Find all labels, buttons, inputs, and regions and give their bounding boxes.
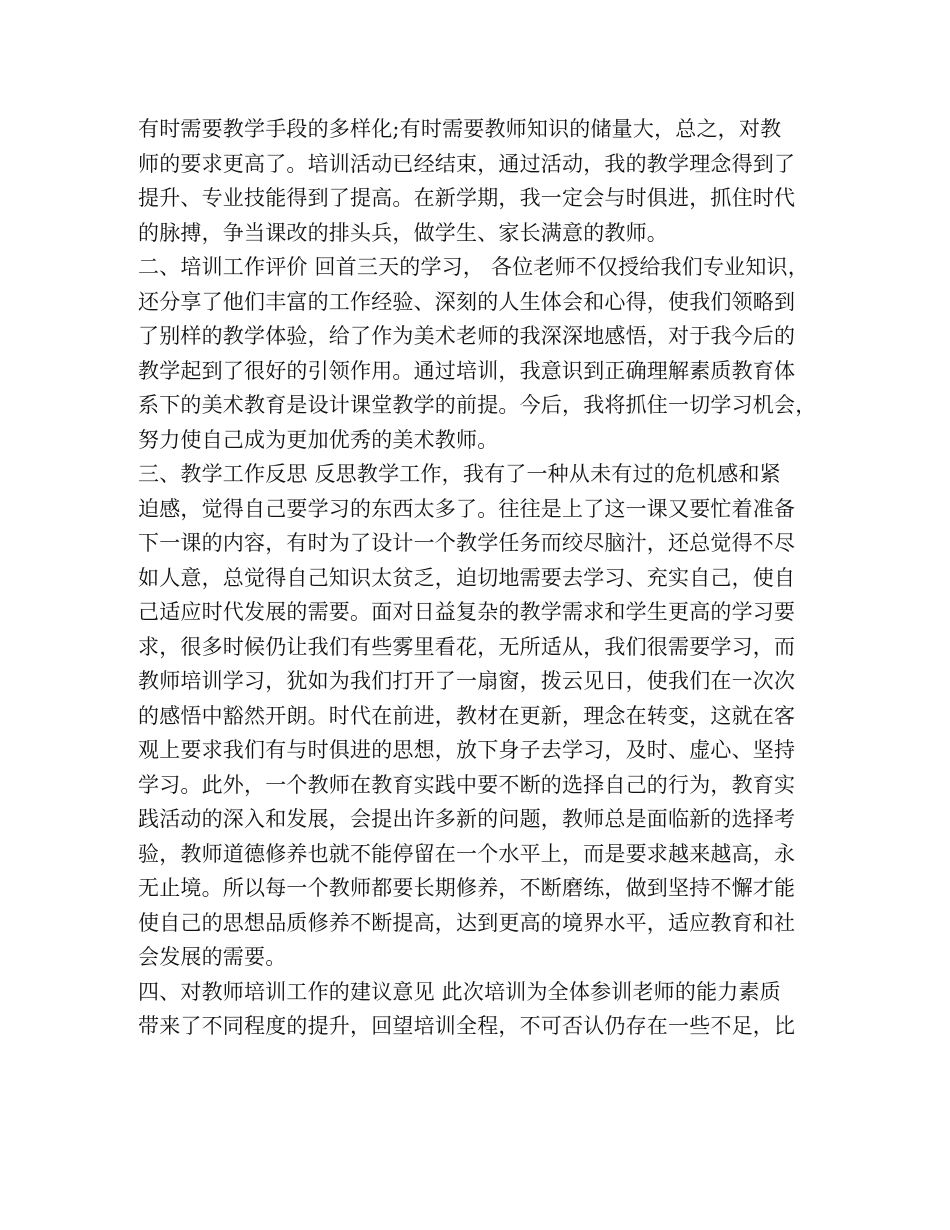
text-line: 迫感，觉得自己要学习的东西太多了。往往是上了这一课又要忙着准备 <box>138 496 796 521</box>
text-line: 会发展的需要。 <box>138 945 287 969</box>
text-line: 验，教师道德修养也就不能停留在一个水平上，而是要求越来越高，永 <box>138 841 796 866</box>
text-line: 还分享了他们丰富的工作经验、深刻的人生体会和心得，使我们领略到 <box>138 289 796 314</box>
document-body <box>138 112 818 1044</box>
text-line: 有时需要教学手段的多样化;有时需要教师知识的储量大，总之，对教 <box>138 117 782 141</box>
text-line: 的脉搏，争当课改的排头兵，做学生、家长满意的教师。 <box>138 220 668 245</box>
text-line: 如人意，总觉得自己知识太贫乏，迫切地需要去学习、充实自己，使自 <box>138 565 796 590</box>
text-line: 无止境。所以每一个教师都要长期修养，不断磨练，做到坚持不懈才能 <box>138 876 796 900</box>
text-line: 师的要求更高了。培训活动已经结束，通过活动，我的教学理念得到了 <box>138 151 796 176</box>
section-heading-line: 四、对教师培训工作的建议意见 此次培训为全体参训老师的能力素质 <box>138 979 781 1004</box>
text-line: 学习。此外，一个教师在教育实践中要不断的选择自己的行为，教育实 <box>138 772 796 797</box>
text-line: 己适应时代发展的需要。面对日益复杂的教学需求和学生更高的学习要 <box>138 600 796 624</box>
text-line: 观上要求我们有与时俱进的思想，放下身子去学习，及时、虚心、坚持 <box>138 738 796 762</box>
text-line: 下一课的内容，有时为了设计一个教学任务而绞尽脑汁，还总觉得不尽 <box>138 531 796 555</box>
text-line: 教师培训学习，犹如为我们打开了一扇窗，拨云见日，使我们在一次次 <box>138 669 796 693</box>
text-line: 提升、专业技能得到了提高。在新学期，我一定会与时俱进，抓住时代 <box>138 186 796 210</box>
section-heading-line: 二、培训工作评价 回首三天的学习， 各位老师不仅授给我们专业知识， <box>138 255 809 279</box>
text-line: 使自己的思想品质修养不断提高，达到更高的境界水平，适应教育和社 <box>138 910 796 935</box>
text-line: 求，很多时候仍让我们有些雾里看花，无所适从，我们很需要学习，而 <box>138 634 796 659</box>
text-line: 努力使自己成为更加优秀的美术教师。 <box>138 427 499 452</box>
text-line: 带来了不同程度的提升，回望培训全程，不可否认仍存在一些不足，比 <box>138 1014 796 1038</box>
text-line: 践活动的深入和发展，会提出许多新的问题，教师总是面临新的选择考 <box>138 807 796 831</box>
section-heading-line: 三、教学工作反思 反思教学工作，我有了一种从未有过的危机感和紧 <box>138 462 781 486</box>
text-line: 的感悟中豁然开朗。时代在前进，教材在更新，理念在转变，这就在客 <box>138 703 796 728</box>
text-line: 教学起到了很好的引领作用。通过培训，我意识到正确理解素质教育体 <box>138 358 796 383</box>
text-line: 系下的美术教育是设计课堂教学的前提。今后，我将抓住一切学习机会， <box>138 393 817 417</box>
text-line: 了别样的教学体验，给了作为美术老师的我深深地感悟，对于我今后的 <box>138 324 796 348</box>
